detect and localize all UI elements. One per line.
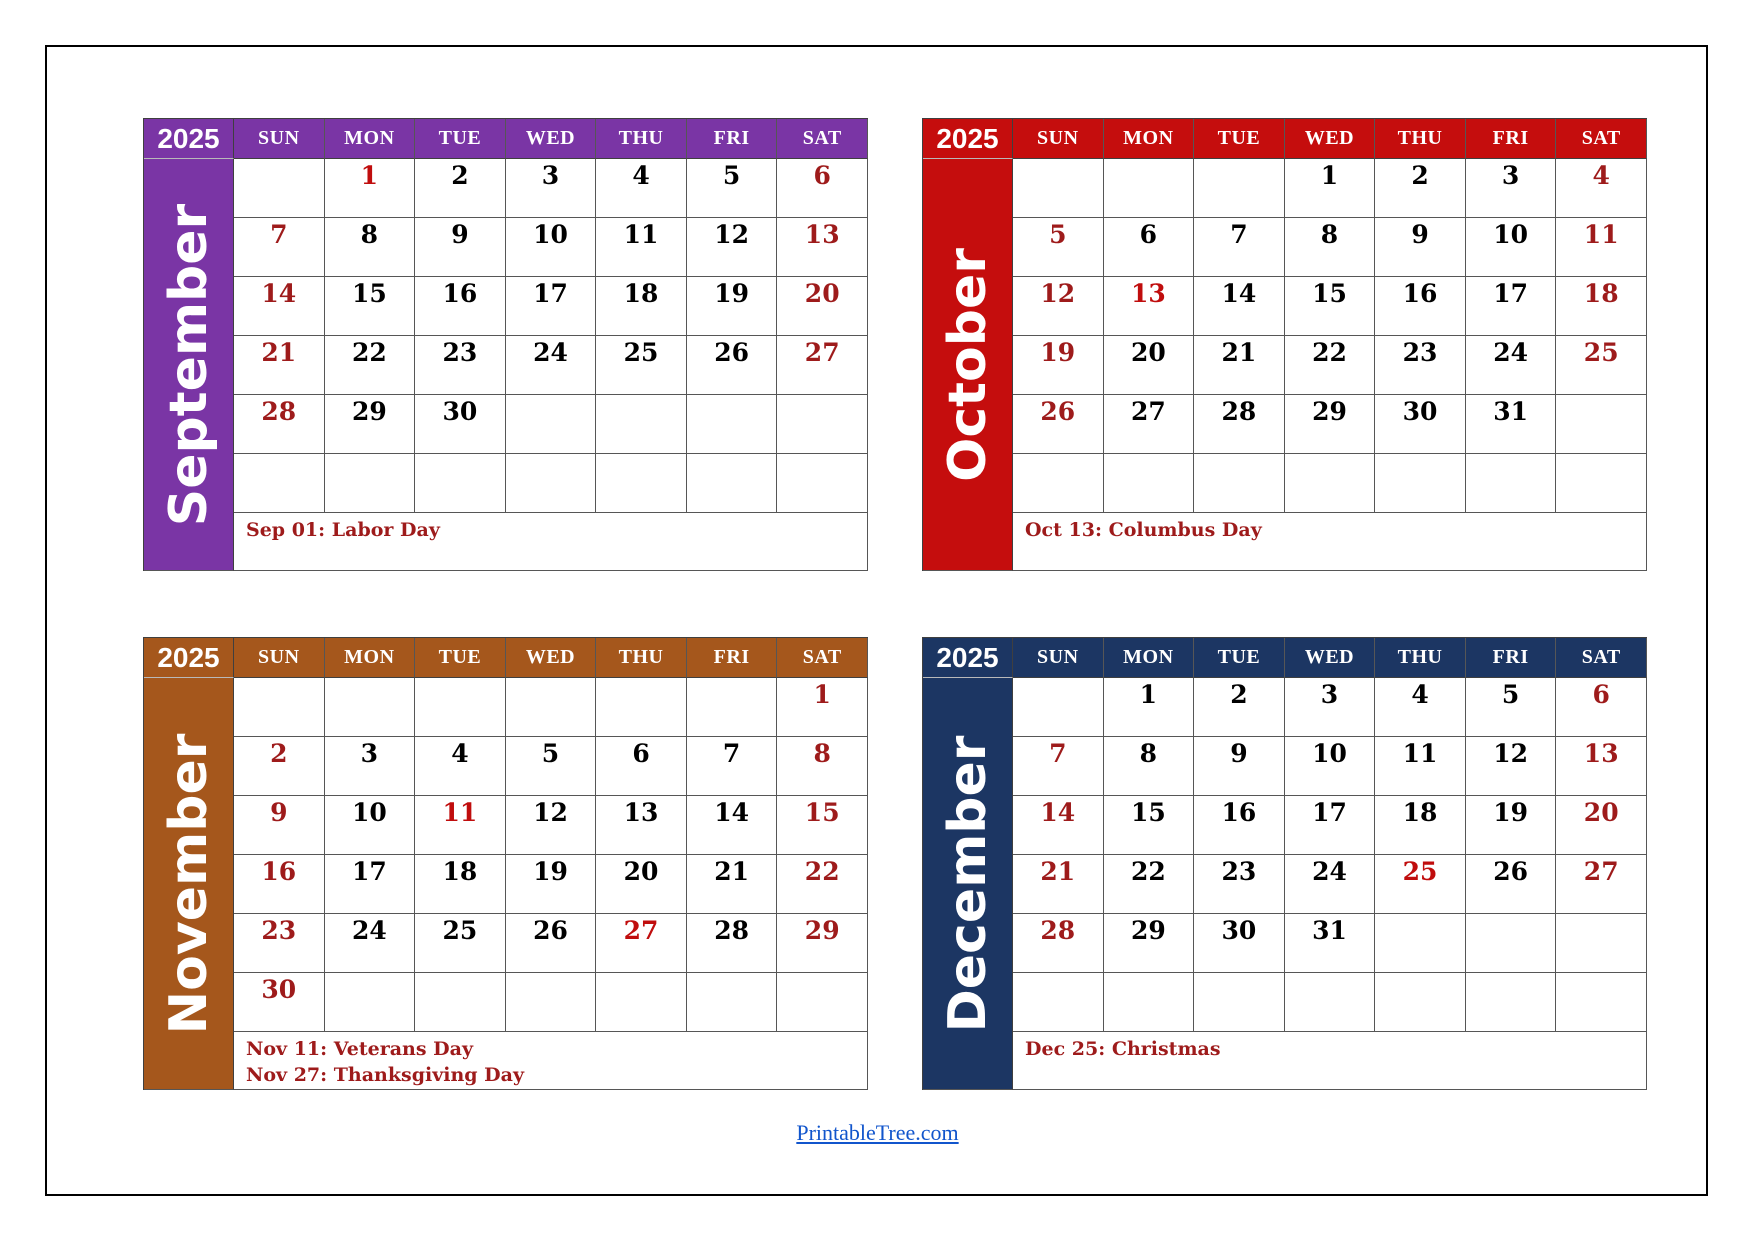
calendar-september (143, 118, 868, 571)
weekday-header-sun: SUN (1013, 119, 1104, 159)
weekday-header-sat: SAT (1556, 119, 1647, 159)
date-september-18: 18 (596, 277, 687, 336)
date-september-5: 5 (687, 159, 778, 218)
date-november-26: 26 (506, 914, 597, 973)
date-empty (1194, 454, 1285, 513)
date-december-13: 13 (1556, 737, 1647, 796)
month-bar (923, 678, 1013, 1090)
date-december-4: 4 (1375, 678, 1466, 737)
date-september-2: 2 (415, 159, 506, 218)
date-empty (415, 973, 506, 1032)
date-empty (415, 454, 506, 513)
date-empty (777, 395, 868, 454)
date-october-6: 6 (1104, 218, 1195, 277)
date-october-14: 14 (1194, 277, 1285, 336)
date-november-18: 18 (415, 855, 506, 914)
date-october-15: 15 (1285, 277, 1376, 336)
date-empty (596, 395, 687, 454)
date-empty (1466, 914, 1557, 973)
holiday-notes (1013, 1032, 1647, 1090)
printabletree-link[interactable]: PrintableTree.com (796, 1120, 959, 1145)
date-december-1: 1 (1104, 678, 1195, 737)
date-empty (687, 973, 778, 1032)
date-empty (1466, 454, 1557, 513)
date-september-15: 15 (325, 277, 416, 336)
weekday-header-thu: THU (1375, 119, 1466, 159)
date-december-30: 30 (1194, 914, 1285, 973)
date-empty (1375, 454, 1466, 513)
date-november-14: 14 (687, 796, 778, 855)
date-december-6: 6 (1556, 678, 1647, 737)
date-september-11: 11 (596, 218, 687, 277)
weekday-header-sat: SAT (777, 119, 868, 159)
date-october-13: 13 (1104, 277, 1195, 336)
weekday-header-sun: SUN (234, 119, 325, 159)
date-november-19: 19 (506, 855, 597, 914)
date-december-8: 8 (1104, 737, 1195, 796)
date-empty (325, 678, 416, 737)
date-empty (506, 973, 597, 1032)
weekday-header-mon: MON (325, 638, 416, 678)
date-november-5: 5 (506, 737, 597, 796)
date-september-8: 8 (325, 218, 416, 277)
date-empty (596, 454, 687, 513)
date-september-23: 23 (415, 336, 506, 395)
date-october-11: 11 (1556, 218, 1647, 277)
weekday-header-mon: MON (1104, 119, 1195, 159)
weekday-header-tue: TUE (415, 119, 506, 159)
date-december-9: 9 (1194, 737, 1285, 796)
year-label: 2025 (923, 119, 1013, 159)
date-december-2: 2 (1194, 678, 1285, 737)
date-october-26: 26 (1013, 395, 1104, 454)
month-bar (144, 678, 234, 1090)
date-december-12: 12 (1466, 737, 1557, 796)
date-september-3: 3 (506, 159, 597, 218)
date-november-8: 8 (777, 737, 868, 796)
weekday-header-mon: MON (325, 119, 416, 159)
date-empty (1556, 454, 1647, 513)
date-october-5: 5 (1013, 218, 1104, 277)
date-september-29: 29 (325, 395, 416, 454)
date-november-24: 24 (325, 914, 416, 973)
date-october-2: 2 (1375, 159, 1466, 218)
date-december-21: 21 (1013, 855, 1104, 914)
date-october-22: 22 (1285, 336, 1376, 395)
date-september-12: 12 (687, 218, 778, 277)
date-empty (1194, 159, 1285, 218)
holiday-notes (234, 1032, 868, 1090)
weekday-header-fri: FRI (1466, 119, 1557, 159)
date-december-19: 19 (1466, 796, 1557, 855)
date-empty (234, 454, 325, 513)
month-name: September (158, 203, 219, 526)
date-september-7: 7 (234, 218, 325, 277)
date-empty (1104, 159, 1195, 218)
date-december-16: 16 (1194, 796, 1285, 855)
date-december-7: 7 (1013, 737, 1104, 796)
weekday-header-tue: TUE (1194, 638, 1285, 678)
date-empty (687, 678, 778, 737)
date-empty (325, 454, 416, 513)
date-december-15: 15 (1104, 796, 1195, 855)
weekday-header-fri: FRI (687, 638, 778, 678)
date-october-12: 12 (1013, 277, 1104, 336)
date-empty (234, 678, 325, 737)
date-empty (1194, 973, 1285, 1032)
date-empty (687, 395, 778, 454)
date-october-19: 19 (1013, 336, 1104, 395)
page-footer (0, 1120, 1755, 1146)
holiday-notes (1013, 513, 1647, 571)
month-name: October (937, 247, 998, 482)
date-september-13: 13 (777, 218, 868, 277)
date-september-9: 9 (415, 218, 506, 277)
date-october-10: 10 (1466, 218, 1557, 277)
date-september-6: 6 (777, 159, 868, 218)
date-september-27: 27 (777, 336, 868, 395)
date-september-21: 21 (234, 336, 325, 395)
date-empty (1013, 973, 1104, 1032)
date-november-25: 25 (415, 914, 506, 973)
month-name: November (158, 733, 219, 1034)
date-november-16: 16 (234, 855, 325, 914)
date-november-20: 20 (596, 855, 687, 914)
date-empty (506, 395, 597, 454)
date-december-20: 20 (1556, 796, 1647, 855)
date-empty (1285, 973, 1376, 1032)
year-label: 2025 (144, 638, 234, 678)
date-september-24: 24 (506, 336, 597, 395)
date-empty (506, 678, 597, 737)
holiday-note-line: Nov 27: Thanksgiving Day (246, 1063, 525, 1086)
date-october-23: 23 (1375, 336, 1466, 395)
weekday-header-sun: SUN (1013, 638, 1104, 678)
date-december-11: 11 (1375, 737, 1466, 796)
date-empty (1104, 973, 1195, 1032)
date-december-24: 24 (1285, 855, 1376, 914)
date-empty (1556, 395, 1647, 454)
month-bar (144, 159, 234, 571)
date-empty (1013, 678, 1104, 737)
date-empty (777, 454, 868, 513)
date-december-25: 25 (1375, 855, 1466, 914)
date-november-6: 6 (596, 737, 687, 796)
date-december-23: 23 (1194, 855, 1285, 914)
date-september-20: 20 (777, 277, 868, 336)
date-empty (777, 973, 868, 1032)
weekday-header-wed: WED (506, 638, 597, 678)
date-december-14: 14 (1013, 796, 1104, 855)
date-empty (1375, 914, 1466, 973)
date-september-30: 30 (415, 395, 506, 454)
date-empty (596, 973, 687, 1032)
date-december-5: 5 (1466, 678, 1557, 737)
date-october-20: 20 (1104, 336, 1195, 395)
date-empty (325, 973, 416, 1032)
date-november-22: 22 (777, 855, 868, 914)
holiday-note-line: Oct 13: Columbus Day (1025, 519, 1262, 541)
date-september-25: 25 (596, 336, 687, 395)
date-november-10: 10 (325, 796, 416, 855)
date-december-29: 29 (1104, 914, 1195, 973)
month-bar (923, 159, 1013, 571)
date-empty (415, 678, 506, 737)
weekday-header-tue: TUE (1194, 119, 1285, 159)
date-november-29: 29 (777, 914, 868, 973)
calendar-december (922, 637, 1647, 1090)
date-december-17: 17 (1285, 796, 1376, 855)
date-empty (1285, 454, 1376, 513)
date-empty (1466, 973, 1557, 1032)
date-october-27: 27 (1104, 395, 1195, 454)
date-december-27: 27 (1556, 855, 1647, 914)
date-november-21: 21 (687, 855, 778, 914)
date-empty (1013, 159, 1104, 218)
date-empty (506, 454, 597, 513)
date-november-15: 15 (777, 796, 868, 855)
date-november-27: 27 (596, 914, 687, 973)
date-empty (687, 454, 778, 513)
date-october-29: 29 (1285, 395, 1376, 454)
date-december-22: 22 (1104, 855, 1195, 914)
date-october-24: 24 (1466, 336, 1557, 395)
date-december-18: 18 (1375, 796, 1466, 855)
date-october-17: 17 (1466, 277, 1557, 336)
weekday-header-thu: THU (596, 638, 687, 678)
date-november-4: 4 (415, 737, 506, 796)
date-october-4: 4 (1556, 159, 1647, 218)
weekday-header-sun: SUN (234, 638, 325, 678)
date-september-28: 28 (234, 395, 325, 454)
date-december-28: 28 (1013, 914, 1104, 973)
date-october-9: 9 (1375, 218, 1466, 277)
date-october-8: 8 (1285, 218, 1376, 277)
year-label: 2025 (144, 119, 234, 159)
date-september-4: 4 (596, 159, 687, 218)
date-november-2: 2 (234, 737, 325, 796)
date-october-31: 31 (1466, 395, 1557, 454)
weekday-header-sat: SAT (1556, 638, 1647, 678)
date-empty (1104, 454, 1195, 513)
date-november-1: 1 (777, 678, 868, 737)
holiday-note-line: Sep 01: Labor Day (246, 519, 440, 541)
date-october-1: 1 (1285, 159, 1376, 218)
date-december-3: 3 (1285, 678, 1376, 737)
date-september-19: 19 (687, 277, 778, 336)
date-september-22: 22 (325, 336, 416, 395)
date-november-23: 23 (234, 914, 325, 973)
date-september-26: 26 (687, 336, 778, 395)
weekday-header-thu: THU (596, 119, 687, 159)
weekday-header-tue: TUE (415, 638, 506, 678)
date-empty (596, 678, 687, 737)
date-november-11: 11 (415, 796, 506, 855)
date-september-10: 10 (506, 218, 597, 277)
date-november-17: 17 (325, 855, 416, 914)
date-november-7: 7 (687, 737, 778, 796)
date-empty (234, 159, 325, 218)
date-november-9: 9 (234, 796, 325, 855)
date-november-3: 3 (325, 737, 416, 796)
date-empty (1375, 973, 1466, 1032)
date-october-28: 28 (1194, 395, 1285, 454)
month-name: December (937, 735, 998, 1032)
calendar-october (922, 118, 1647, 571)
date-october-18: 18 (1556, 277, 1647, 336)
weekday-header-thu: THU (1375, 638, 1466, 678)
date-december-31: 31 (1285, 914, 1376, 973)
weekday-header-fri: FRI (687, 119, 778, 159)
weekday-header-sat: SAT (777, 638, 868, 678)
weekday-header-fri: FRI (1466, 638, 1557, 678)
holiday-note-line: Nov 11: Veterans Day (246, 1038, 473, 1060)
calendar-november (143, 637, 868, 1090)
date-october-7: 7 (1194, 218, 1285, 277)
date-december-26: 26 (1466, 855, 1557, 914)
date-october-16: 16 (1375, 277, 1466, 336)
date-empty (1556, 973, 1647, 1032)
holiday-note-line: Dec 25: Christmas (1025, 1038, 1221, 1060)
date-empty (1556, 914, 1647, 973)
weekday-header-wed: WED (1285, 119, 1376, 159)
weekday-header-mon: MON (1104, 638, 1195, 678)
date-september-14: 14 (234, 277, 325, 336)
weekday-header-wed: WED (1285, 638, 1376, 678)
date-october-30: 30 (1375, 395, 1466, 454)
date-november-30: 30 (234, 973, 325, 1032)
date-october-25: 25 (1556, 336, 1647, 395)
date-october-3: 3 (1466, 159, 1557, 218)
year-label: 2025 (923, 638, 1013, 678)
date-november-28: 28 (687, 914, 778, 973)
date-november-12: 12 (506, 796, 597, 855)
date-september-17: 17 (506, 277, 597, 336)
date-october-21: 21 (1194, 336, 1285, 395)
weekday-header-wed: WED (506, 119, 597, 159)
date-september-16: 16 (415, 277, 506, 336)
date-december-10: 10 (1285, 737, 1376, 796)
holiday-notes (234, 513, 868, 571)
date-empty (1013, 454, 1104, 513)
date-november-13: 13 (596, 796, 687, 855)
date-september-1: 1 (325, 159, 416, 218)
